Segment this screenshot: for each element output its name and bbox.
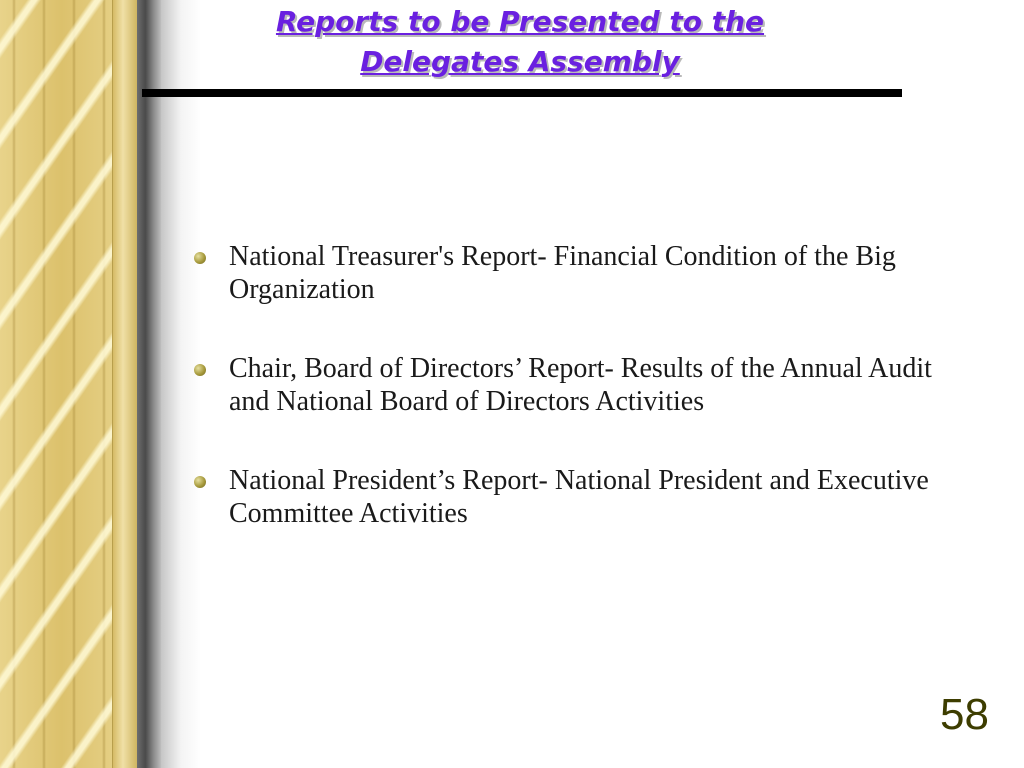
bullet-item-treasurer-report [190,240,950,306]
bullet-text: Chair, Board of Directors’ Report- Results of the Annual Audit and National Board of Directors Activities [229,353,932,417]
decorative-grey-rod [137,0,161,768]
bullet-dot-icon [194,476,206,488]
bullet-item-president-report [190,464,950,530]
page-number: 58 [940,690,989,739]
bullet-list [190,240,950,530]
slide-title-line-1: Reports to be Presented to the [275,5,765,38]
bullet-text: National President’s Report- National President and Executive Committee Activities [229,465,929,529]
bullet-text: National Treasurer's Report- Financial Condition of the Big Organization [229,241,896,305]
bullet-dot-icon [194,252,206,264]
bullet-item-board-chair-report [190,352,950,418]
decorative-pillar-edge [112,0,138,768]
slide-title [200,2,840,82]
slide-title-line-2: Delegates Assembly [360,45,680,78]
title-divider-rule [142,89,902,97]
bullet-dot-icon [194,364,206,376]
